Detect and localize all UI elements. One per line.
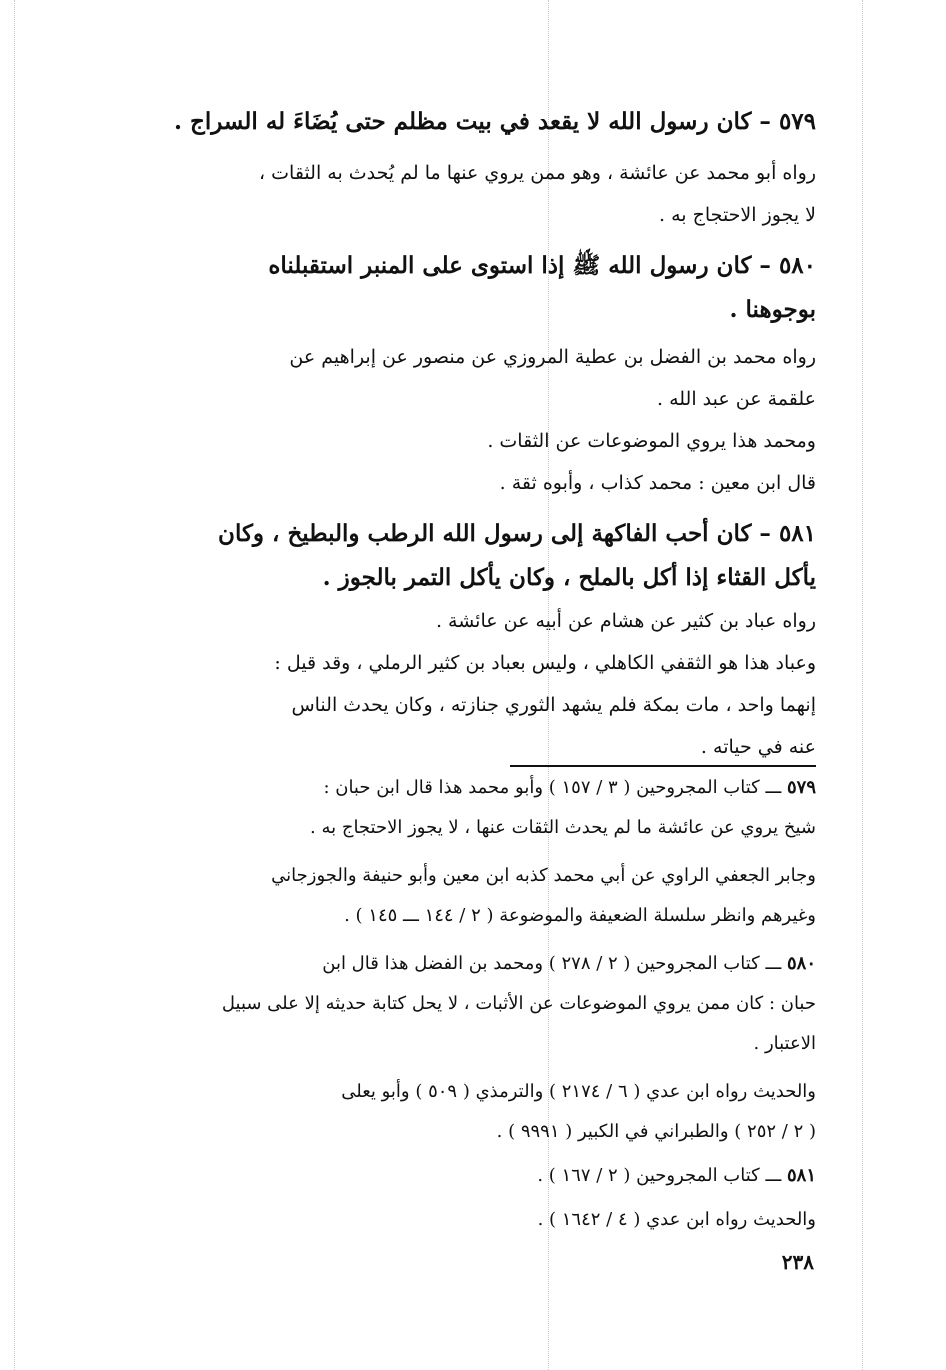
hadith-text: كان أحب الفاكهة إلى رسول الله الرطب والبطيخ ، وكان (218, 520, 752, 547)
hadith-text: كان رسول الله ﷺ إذا استوى على المنبر استقبلناه (268, 252, 752, 279)
narration-line: رواه محمد بن الفضل بن عطية المروزي عن منصور عن إبراهيم عن (289, 346, 816, 368)
footnote-line: وغيرهم وانظر سلسلة الضعيفة والموضوعة ( ٢ / ١٤٤ ـــ ١٤٥ ) . (344, 905, 816, 926)
scan-dots (862, 0, 863, 1370)
footnote-line: ( ٢ / ٢٥٢ ) والطبراني في الكبير ( ٩٩٩١ ) . (496, 1121, 816, 1142)
footnote-line: ٥٧٩ ـــ كتاب المجروحين ( ٣ / ١٥٧ ) وأبو محمد هذا قال ابن حبان : (323, 777, 816, 798)
footnote-number: ٥٨٠ (786, 953, 816, 974)
narration-line: رواه عباد بن كثير عن هشام عن أبيه عن عائشة . (435, 610, 816, 632)
hadith-number: ٥٨٠ (778, 252, 816, 279)
footnote-line: الاعتبار . (753, 1033, 816, 1054)
narration-line: إنهما واحد ، مات بمكة فلم يشهد الثوري جنازته ، وكان يحدث الناس (291, 694, 816, 716)
narration-line: لا يجوز الاحتجاج به . (659, 204, 816, 226)
narration-line: علقمة عن عبد الله . (657, 388, 816, 410)
scan-dots (14, 0, 15, 1370)
hadith-580: ٥٨٠ – كان رسول الله ﷺ إذا استوى على المنبر استقبلناه بوجوهنا . (130, 244, 816, 332)
narration-line: عنه في حياته . (700, 736, 816, 758)
hadith-text: كان رسول الله لا يقعد في بيت مظلم حتى يُضَاءَ له السراج . (173, 108, 752, 135)
footnote-line: ٥٨١ ـــ كتاب المجروحين ( ٢ / ١٦٧ ) . (537, 1165, 816, 1186)
footnote-divider (510, 765, 816, 767)
narration-580 (156, 336, 816, 504)
hadith-579: ٥٧٩ – كان رسول الله لا يقعد في بيت مظلم حتى يُضَاءَ له السراج . (173, 108, 816, 135)
narration-line: رواه أبو محمد عن عائشة ، وهو ممن يروي عنها ما لم يُحدث به الثقات ، (258, 162, 816, 184)
hadith-text: يأكل القثاء إذا أكل بالملح ، وكان يأكل التمر بالجوز . (322, 564, 816, 591)
footnote-line: حبان : كان ممن يروي الموضوعات عن الأثبات ، لا يحل كتابة حديثه إلا على سبيل (221, 993, 816, 1014)
footnote-line: والحديث رواه ابن عدي ( ٤ / ١٦٤٢ ) . (537, 1209, 816, 1230)
narration-line: وعباد هذا هو الثقفي الكاهلي ، وليس بعباد بن كثير الرملي ، وقد قيل : (274, 652, 816, 674)
footnotes (130, 768, 816, 1240)
hadith-number: ٥٨١ (778, 520, 816, 547)
footnote-number: ٥٨١ (786, 1165, 816, 1186)
hadith-number: ٥٧٩ (778, 108, 816, 135)
footnote-line: ٥٨٠ ـــ كتاب المجروحين ( ٢ / ٢٧٨ ) ومحمد بن الفضل هذا قال ابن (322, 953, 816, 974)
hadith-text: بوجوهنا . (729, 296, 816, 323)
narration-line: ومحمد هذا يروي الموضوعات عن الثقات . (487, 430, 816, 452)
narration-579 (156, 152, 816, 236)
narration-581 (156, 600, 816, 768)
narration-line: قال ابن معين : محمد كذاب ، وأبوه ثقة . (499, 472, 816, 494)
footnote-number: ٥٧٩ (786, 777, 816, 798)
footnote-line: والحديث رواه ابن عدي ( ٦ / ٢١٧٤ ) والترمذي ( ٥٠٩ ) وأبو يعلى (341, 1081, 816, 1102)
hadith-581: ٥٨١ – كان أحب الفاكهة إلى رسول الله الرطب والبطيخ ، وكان يأكل القثاء إذا أكل بالملح ، وكان يأكل التمر بالجوز . (130, 512, 816, 600)
footnote-line: وجابر الجعفي الراوي عن أبي محمد كذبه ابن معين وأبو حنيفة والجوزجاني (271, 865, 816, 886)
page-number: ٢٣٨ (781, 1250, 814, 1274)
footnote-line: شيخ يروي عن عائشة ما لم يحدث الثقات عنها ، لا يجوز الاحتجاج به . (310, 817, 816, 838)
